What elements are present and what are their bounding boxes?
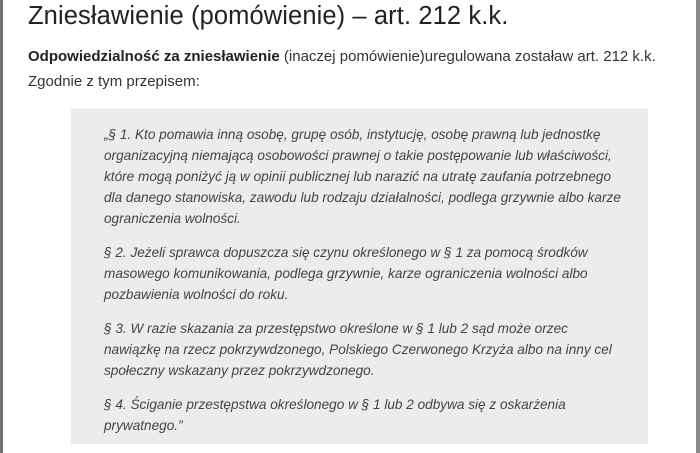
quote-paragraph-4: § 4. Ściganie przestępstwa określonego w § 1 lub 2 odbywa się z oskarżenia prywatnego.”	[104, 397, 566, 433]
legal-quote-block	[71, 109, 648, 444]
quote-paragraph-1: „§ 1. Kto pomawia inną osobę, grupę osób, instytucję, osobę prawną lub jednostkę organizacyjną niemającą osobowości prawnej o takie postępowanie lub właściwości, które mogą poniżyć ją w opinii publicznej lub narazić na utratę zaufania potrzebnego dla danego stanowiska, zawodu lub rodzaju działalności, podlega grzywnie albo karze ograniczenia wolności.	[104, 127, 621, 226]
intro-text: (inaczej pomówienie)uregulowana zostaław art. 212 k.k.	[279, 48, 656, 65]
left-frame-border	[0, 0, 3, 453]
intro-paragraph	[28, 44, 678, 94]
article-title: Zniesławienie (pomówienie) – art. 212 k.k.	[28, 2, 509, 30]
right-frame-border	[696, 0, 700, 453]
intro-bold-phrase: Odpowiedzialność za zniesławienie	[28, 48, 280, 65]
quote-paragraph-2: § 2. Jeżeli sprawca dopuszcza się czynu określonego w § 1 za pomocą środków masowego komunikowania, podlega grzywnie, karze ograniczenia wolności albo pozbawienia wolności do roku.	[104, 245, 588, 302]
intro-second-line: Zgodnie z tym przepisem:	[28, 73, 200, 90]
quote-paragraph-3: § 3. W razie skazania za przestępstwo określone w § 1 lub 2 sąd może orzec nawiązkę na rzecz pokrzywdzonego, Polskiego Czerwonego Krzyża albo na inny cel społeczny wskazany przez pokrzywdzonego.	[104, 321, 612, 378]
